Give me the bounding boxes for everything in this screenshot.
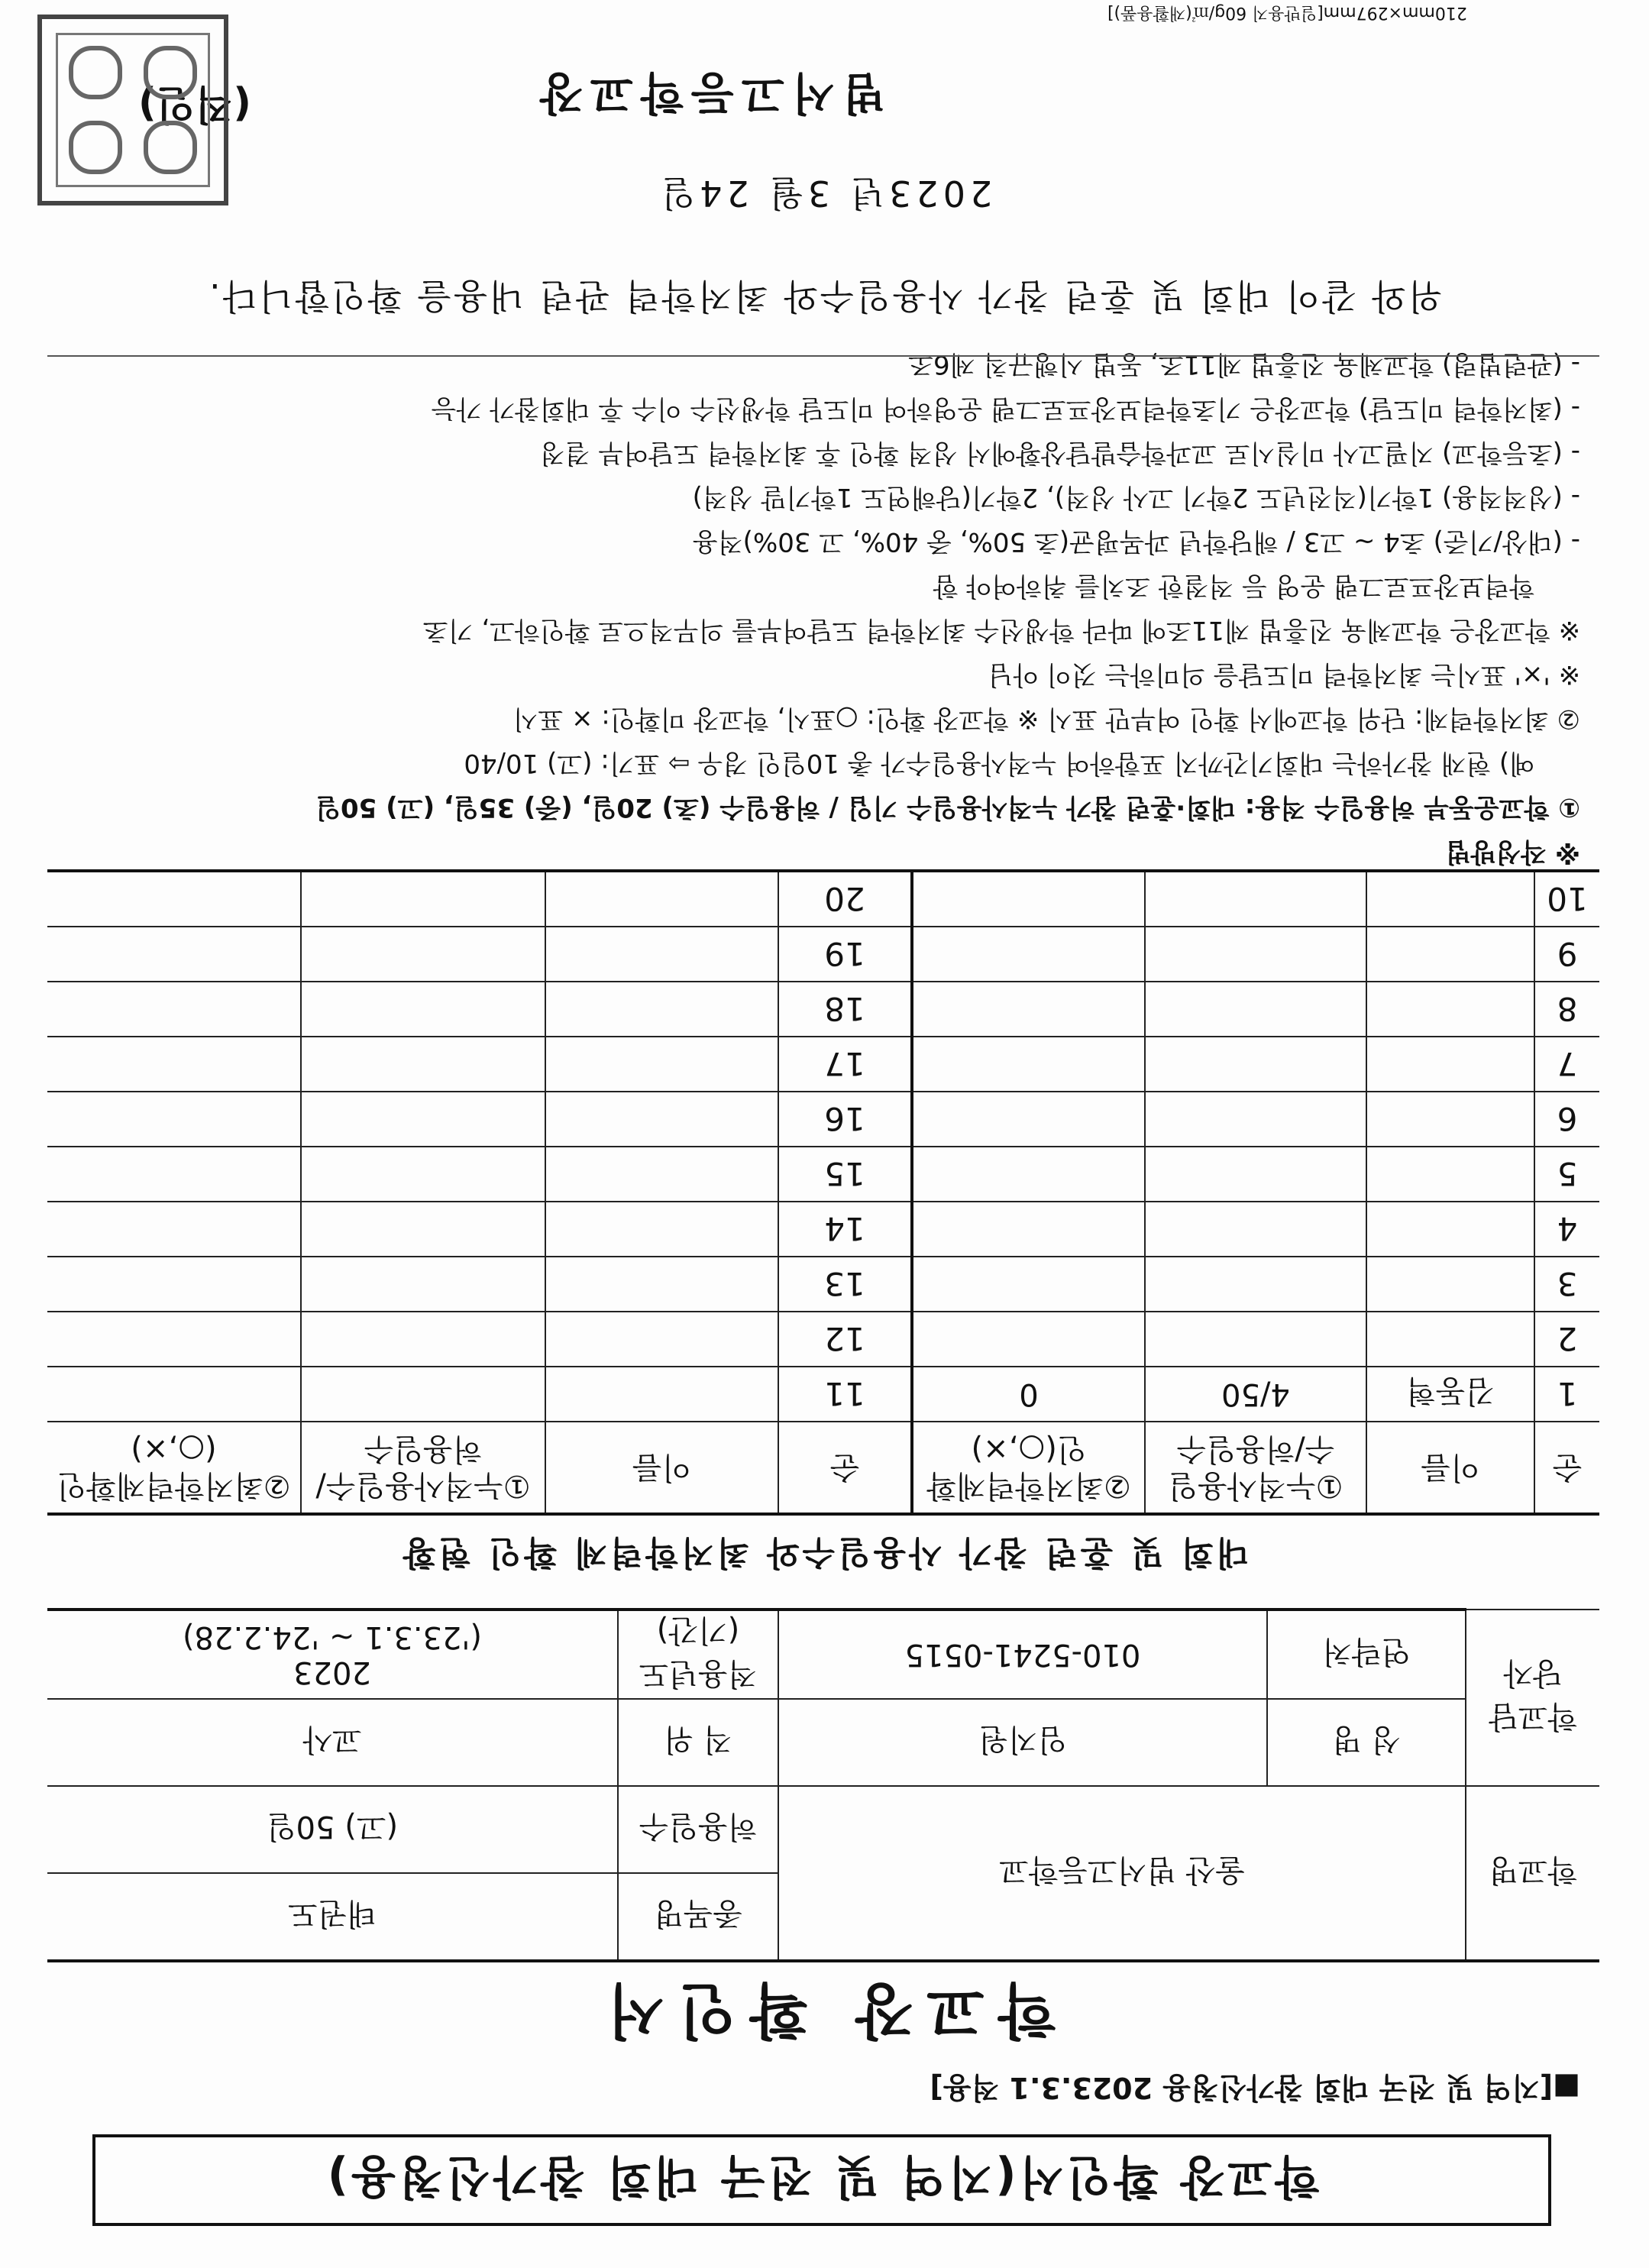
records-table — [47, 869, 1599, 1516]
table-row — [47, 927, 1599, 982]
row-number: 8 — [1534, 982, 1599, 1037]
row-pass — [912, 871, 1145, 927]
records-heading: 대회 및 훈련 참가 사용일수와 최저학력제 확인 현황 — [399, 1533, 1250, 1572]
row-pass — [912, 1202, 1145, 1257]
row-pass — [47, 1367, 301, 1422]
table-row — [47, 1092, 1599, 1147]
header-pass: ②최저학력제확인(○,×) — [47, 1422, 301, 1514]
table-row — [47, 1257, 1599, 1312]
row-pass — [912, 1037, 1145, 1092]
row-days — [301, 1037, 545, 1092]
year-value: 2023 — [293, 1655, 371, 1690]
event-label: 종목명 — [618, 1873, 778, 1961]
row-pass — [47, 982, 301, 1037]
row-name — [545, 1092, 778, 1147]
row-days — [1145, 927, 1366, 982]
table-row — [47, 1312, 1599, 1367]
row-name — [1366, 1312, 1534, 1367]
row-pass — [912, 927, 1145, 982]
row-pass — [47, 1257, 301, 1312]
row-days — [301, 982, 545, 1037]
row-pass — [47, 871, 301, 927]
guide-line: - (초등학교) 지필고사 미실시로 교과학습발달상황에서 성적 확인 후 최저학력 도달여부 결정 — [539, 438, 1580, 468]
row-pass — [47, 1037, 301, 1092]
guide-line: - (최저학력 미도달) 학교장은 기초학력보장프로그램 운영하여 미도달 학생선수 이수 후 대회참가 가능 — [431, 393, 1580, 424]
row-days — [301, 1147, 545, 1202]
row-name — [1366, 1257, 1534, 1312]
guide-line: - (대상/기준) 초4 ~ 고3 / 해당학년 과목평균(초 50%, 중 40%, 고 30%)적용 — [692, 526, 1580, 557]
row-name — [545, 1312, 778, 1367]
period-label: 적용년도(기간) — [618, 1610, 778, 1699]
row-pass — [47, 1312, 301, 1367]
row-number: 2 — [1534, 1312, 1599, 1367]
row-days — [1145, 982, 1366, 1037]
signer-name: 범서고등학교장 — [532, 67, 885, 119]
confirm-statement: 위와 같이 대회 및 훈련 참가 사용일수와 최저학력 관련 내용을 확인합니다. — [207, 276, 1442, 317]
row-name — [1366, 871, 1534, 927]
row-name — [545, 871, 778, 927]
header-name: 이름 — [545, 1422, 778, 1514]
table-row — [47, 1147, 1599, 1202]
row-days — [1145, 1147, 1366, 1202]
guide-section — [45, 342, 1580, 874]
contact-label: 연락처 — [1267, 1610, 1466, 1699]
record-rows — [47, 871, 1599, 1422]
row-pass — [912, 1092, 1145, 1147]
guide-line: - (성적적용) 1학기(직전년도 2학기 고사 성적), 2학기(당해연도 1학기말 성적) — [692, 482, 1580, 513]
row-days — [1145, 871, 1366, 927]
name-value: 임지원 — [778, 1699, 1267, 1786]
guide-line: ※ 학교장은 학교체육 진흥법 제11조에 따라 학생선수 최저학력 도달여부를 의무적으로 확인하고, 기초 — [422, 615, 1580, 645]
row-number: 19 — [778, 927, 912, 982]
row-number: 3 — [1534, 1257, 1599, 1312]
table-row — [47, 1037, 1599, 1092]
range-value: ('23.3.1 ~ '24.2.28) — [182, 1619, 483, 1655]
row-name — [545, 982, 778, 1037]
row-pass — [47, 927, 301, 982]
row-name — [1366, 982, 1534, 1037]
row-pass — [912, 1257, 1145, 1312]
row-name — [545, 1147, 778, 1202]
position-label: 직 위 — [618, 1699, 778, 1786]
row-days — [1145, 1257, 1366, 1312]
row-days: 4/50 — [1145, 1367, 1366, 1422]
header-no: 순 — [778, 1422, 912, 1514]
school-name: 울산 범서고등학교 — [778, 1786, 1466, 1961]
row-days — [301, 871, 545, 927]
guide-title: ※ 작성방법 — [1445, 836, 1580, 867]
row-pass — [912, 1147, 1145, 1202]
row-days — [301, 1202, 545, 1257]
row-number: 15 — [778, 1147, 912, 1202]
row-pass: 0 — [912, 1367, 1145, 1422]
applies-note: ■[지역 및 전국 대회 참가신청용 2023.3.1 적용] — [930, 2071, 1580, 2105]
row-name — [1366, 1147, 1534, 1202]
row-number: 5 — [1534, 1147, 1599, 1202]
header-name: 이름 — [1366, 1422, 1534, 1514]
row-pass — [912, 982, 1145, 1037]
official-seal-stamp — [37, 15, 228, 205]
header-days: ①누적사용일수/허용일수 — [301, 1422, 545, 1514]
row-pass — [912, 1312, 1145, 1367]
row-pass — [47, 1092, 301, 1147]
divider — [47, 355, 1599, 357]
row-days — [301, 1367, 545, 1422]
row-name — [1366, 1202, 1534, 1257]
row-number: 9 — [1534, 927, 1599, 982]
row-days — [301, 1312, 545, 1367]
form-title-box: 학교장 확인서(지역 및 전국 대회 참가신청용) — [92, 2134, 1551, 2226]
seal-mark: (직인) — [138, 81, 251, 127]
row-days — [1145, 1092, 1366, 1147]
manager-label: 학교담당자 — [1466, 1610, 1599, 1786]
row-number: 18 — [778, 982, 912, 1037]
row-days — [1145, 1202, 1366, 1257]
period-value — [47, 1610, 618, 1699]
row-number: 7 — [1534, 1037, 1599, 1092]
guide-line: ※ '×' 표시는 최저학력 미도달을 의미하는 것이 아님 — [988, 659, 1580, 690]
row-number: 10 — [1534, 871, 1599, 927]
row-number: 20 — [778, 871, 912, 927]
row-days — [301, 927, 545, 982]
limit-value: (고) 50일 — [47, 1786, 618, 1873]
row-name — [1366, 1037, 1534, 1092]
paper-spec: 210mm×297mm[일반용지 60g/㎡(재활용품)] — [1107, 3, 1467, 22]
document-title: 학교장 확인서 — [593, 1975, 1056, 2044]
row-number: 16 — [778, 1092, 912, 1147]
row-name — [1366, 1092, 1534, 1147]
row-number: 6 — [1534, 1092, 1599, 1147]
row-number: 13 — [778, 1257, 912, 1312]
row-pass — [47, 1147, 301, 1202]
row-number: 17 — [778, 1037, 912, 1092]
table-row — [47, 871, 1599, 927]
table-row — [47, 982, 1599, 1037]
info-table — [47, 1608, 1599, 1962]
row-days — [301, 1257, 545, 1312]
limit-label: 허용일수 — [618, 1786, 778, 1873]
name-label: 성 명 — [1267, 1699, 1466, 1786]
guide-line: 학력보장프로그램 운영 등 적절한 조치를 취하여야 함 — [933, 571, 1534, 601]
row-days — [1145, 1312, 1366, 1367]
row-name — [545, 927, 778, 982]
row-number: 11 — [778, 1367, 912, 1422]
guide-line: ② 최저학력제: 단위 학교에서 확인 여부만 표시 ※ 학교장 확인: ○표시, 학교장 미확인: × 표시 — [512, 704, 1580, 734]
header-days: ①누적사용일수/허용일수 — [1145, 1422, 1366, 1514]
position-value: 교사 — [47, 1699, 618, 1786]
table-row — [47, 1202, 1599, 1257]
row-number: 1 — [1534, 1367, 1599, 1422]
row-number: 12 — [778, 1312, 912, 1367]
row-days — [301, 1092, 545, 1147]
row-pass — [47, 1202, 301, 1257]
issue-date: 2023년 3월 24일 — [656, 173, 993, 214]
row-name — [545, 1202, 778, 1257]
header-pass: ②최저학력제확인(○,×) — [912, 1422, 1145, 1514]
contact-value: 010-5241-0515 — [778, 1610, 1267, 1699]
guide-line: - (관련법령) 학교체육 진흥법 제11조, 동법 시행규칙 제6조 — [908, 349, 1580, 380]
row-number: 14 — [778, 1202, 912, 1257]
guide-line: 예) 현재 참가하는 대회기간까지 포함하여 누적사용일수가 총 10일인 경우 ⇨ 표기: (고) 10/40 — [464, 748, 1534, 778]
row-days — [1145, 1037, 1366, 1092]
row-name — [545, 1257, 778, 1312]
guide-line: ① 학교운동부 허용일수 적용: 대회·훈련 참가 누적사용일수 기입 / 허용일수 (초) 20일, (중) 35일, (고) 50일 — [315, 792, 1580, 823]
row-name — [1366, 927, 1534, 982]
header-no: 순 — [1534, 1422, 1599, 1514]
row-name — [545, 1037, 778, 1092]
school-label: 학교명 — [1466, 1786, 1599, 1961]
row-name: 김동혁 — [1366, 1367, 1534, 1422]
row-name — [545, 1367, 778, 1422]
row-number: 4 — [1534, 1202, 1599, 1257]
event-value: 태권도 — [47, 1873, 618, 1961]
table-row — [47, 1367, 1599, 1422]
